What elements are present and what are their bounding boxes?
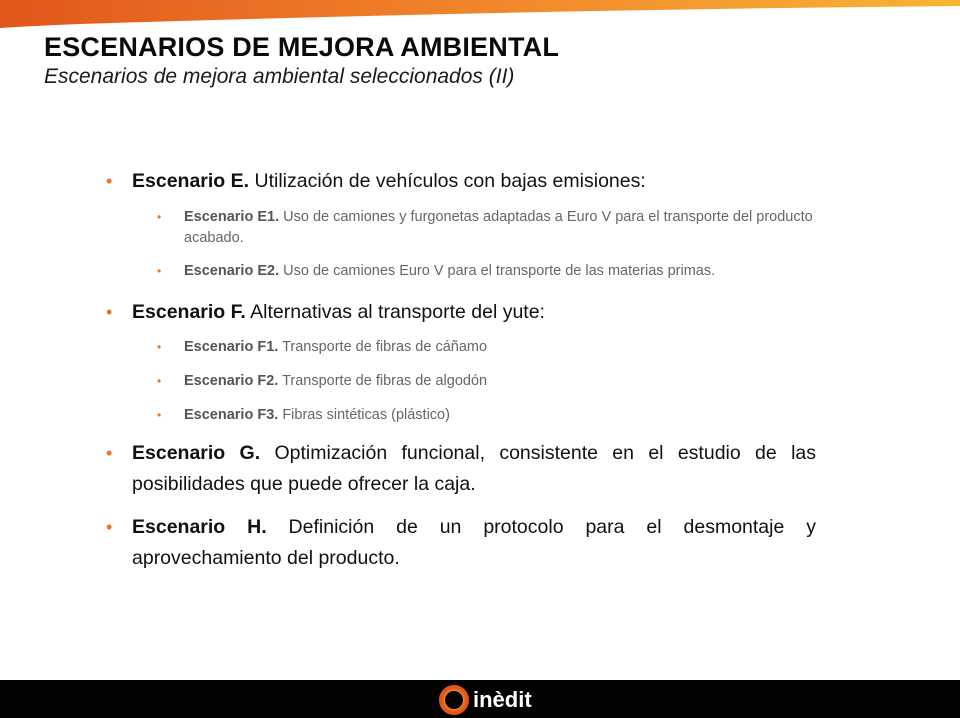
scenario-h-label: Escenario H. xyxy=(132,516,267,538)
scenario-e1-item xyxy=(157,207,816,249)
scenario-e2-text: Uso de camiones Euro V para el transporte de las materias primas. xyxy=(279,263,716,279)
scenario-e2-label: Escenario E2. xyxy=(184,263,280,279)
sub-bullet-marker: • xyxy=(157,408,162,422)
scenario-g-item xyxy=(106,438,816,500)
scenario-f-text: Alternativas al transporte del yute: xyxy=(245,301,545,323)
scenario-f3-text: Fibras sintéticas (plástico) xyxy=(278,407,450,423)
sub-bullet-marker: • xyxy=(157,340,162,354)
sub-bullet-marker: • xyxy=(157,374,162,388)
scenario-h-text: Definición de un protocolo para el desmontaje y aprovechamiento del producto. xyxy=(132,516,816,569)
scenario-e1-label: Escenario E1. xyxy=(184,209,280,225)
scenario-f2-text: Transporte de fibras de algodón xyxy=(278,373,488,389)
bullet-marker: • xyxy=(106,443,113,463)
sub-bullet-marker: • xyxy=(157,210,162,224)
scenario-f-label: Escenario F. xyxy=(132,301,246,323)
bullet-marker: • xyxy=(106,517,113,537)
scenario-g-text: Optimización funcional, consistente en el estudio de las posibilidades que puede ofrecer la caja. xyxy=(132,442,817,495)
bullet-marker: • xyxy=(106,171,113,191)
scenario-e-item xyxy=(106,166,816,197)
scenario-f-item xyxy=(106,297,816,328)
scenario-f1-item xyxy=(157,337,816,358)
scenario-f1-label: Escenario F1. xyxy=(184,339,279,355)
scenario-h-item xyxy=(106,512,816,574)
inedit-logo-text: inèdit xyxy=(473,687,532,712)
scenario-f2-label: Escenario F2. xyxy=(184,373,279,389)
scenario-e-label: Escenario E. xyxy=(132,170,250,192)
scenario-e2-item xyxy=(157,261,816,282)
scenario-g-label: Escenario G. xyxy=(132,442,261,464)
bullet-marker: • xyxy=(106,302,113,322)
page-title: ESCENARIOS DE MEJORA AMBIENTAL xyxy=(44,32,560,62)
title-block xyxy=(44,30,559,90)
scenario-list xyxy=(106,166,816,574)
scenario-e-text: Utilización de vehículos con bajas emisiones: xyxy=(249,170,646,192)
scenario-e1-text: Uso de camiones y furgonetas adaptadas a Euro V para el transporte del producto acabado. xyxy=(184,209,813,246)
scenario-f1-text: Transporte de fibras de cáñamo xyxy=(278,339,488,355)
scenario-f3-label: Escenario F3. xyxy=(184,407,279,423)
scenario-f3-item xyxy=(157,405,816,426)
scenario-f2-item xyxy=(157,371,816,392)
sub-bullet-marker: • xyxy=(157,264,162,278)
top-accent-band xyxy=(0,0,960,30)
page-subtitle: Escenarios de mejora ambiental seleccionados (II) xyxy=(44,65,515,88)
